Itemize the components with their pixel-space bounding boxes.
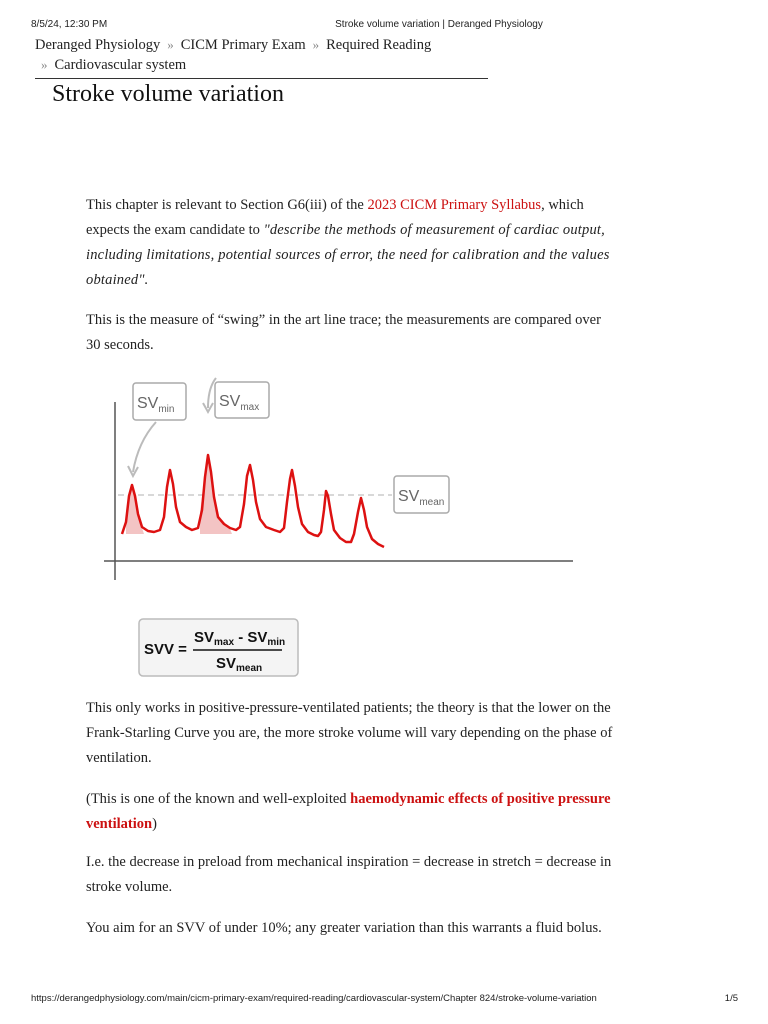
ppv-effects-link[interactable]: haemodynamic effects of positive pressure ventilation (86, 791, 611, 832)
ppv-text: This only works in positive-pressure-ventilated patients; the theory is that the lower on the Frank-Starling Curve you are, the more stroke volume will vary depending on the phase of ventilation. (86, 700, 613, 766)
svv-formula (138, 618, 300, 678)
print-header (0, 19, 768, 33)
known-effects-text: (This is one of the known and well-exploited (86, 791, 351, 807)
breadcrumb-separator: » (167, 37, 174, 52)
page-title: Stroke volume variation (52, 81, 284, 107)
sv-min-label-sub: min (158, 404, 175, 415)
intro-paragraph (86, 193, 616, 293)
svv-waveform-figure (96, 372, 586, 594)
swing-text: This is the measure of “swing” in the art line trace; the measurements are compared over 30 seconds. (86, 312, 601, 353)
known-effects-paragraph (86, 787, 616, 837)
formula-numerator: $SV_{max} - SV_{min}$ (194, 629, 286, 648)
syllabus-link[interactable]: 2023 CICM Primary Syllabus (367, 197, 542, 213)
formula-lhs: SVV = (144, 641, 187, 658)
breadcrumb-item-deranged-physiology[interactable]: Deranged Physiology (35, 37, 161, 53)
sv-min-label-main: SV (137, 395, 159, 412)
aim-text: You aim for an SVV of under 10%; any greater variation than this warrants a fluid bolus. (86, 920, 602, 936)
aim-paragraph (86, 916, 616, 941)
sv-max-label-main: SV (219, 393, 241, 410)
formula-denominator: $SV_{mean}$ (216, 655, 263, 674)
sv-min-arrow (133, 422, 156, 472)
print-url: https://derangedphysiology.com/main/cicm-primary-exam/required-reading/cardiovascular-system/Chapter 824/stroke-volume-variation (31, 993, 597, 1004)
swing-paragraph (86, 308, 616, 358)
ppv-paragraph (86, 696, 616, 771)
intro-text: This chapter is relevant to Section G6(iii) of the (86, 197, 368, 213)
breadcrumb-item-cardiovascular-system[interactable]: Cardiovascular system (54, 57, 187, 73)
syllabus-quote: "describe the methods of measurement of cardiac output, including limitations, potential sources of error, the need for calibration and the values obtained" (86, 222, 610, 288)
intro-text-continued: , which expects the exam candidate to (86, 197, 584, 238)
sv-mean-label-main: SV (398, 488, 420, 505)
arterial-trace (122, 455, 384, 547)
breadcrumb-separator: » (41, 57, 48, 72)
sv-max-label-sub: max (240, 402, 260, 413)
sv-min-label (133, 383, 186, 420)
sv-max-area (200, 455, 232, 534)
breadcrumb-item-required-reading[interactable]: Required Reading (326, 37, 432, 53)
intro-end: . (144, 272, 149, 288)
sv-max-label (215, 382, 269, 418)
preload-text: I.e. the decrease in preload from mechanical inspiration = decrease in stretch = decrease in stroke volume. (86, 854, 612, 895)
print-datetime: 8/5/24, 12:30 PM (31, 19, 108, 30)
breadcrumb-separator: » (312, 37, 320, 52)
print-page-title: Stroke volume variation | Deranged Physiology (335, 19, 543, 30)
breadcrumb-item-cicm-primary-exam[interactable]: CICM Primary Exam (180, 37, 306, 53)
preload-paragraph (86, 850, 616, 900)
sv-mean-label (394, 476, 449, 513)
print-page-number: 1/5 (724, 993, 738, 1004)
breadcrumb (35, 35, 488, 79)
sv-mean-label-sub: mean (419, 497, 445, 508)
known-effects-end: ) (152, 816, 157, 832)
print-footer (0, 993, 768, 1007)
